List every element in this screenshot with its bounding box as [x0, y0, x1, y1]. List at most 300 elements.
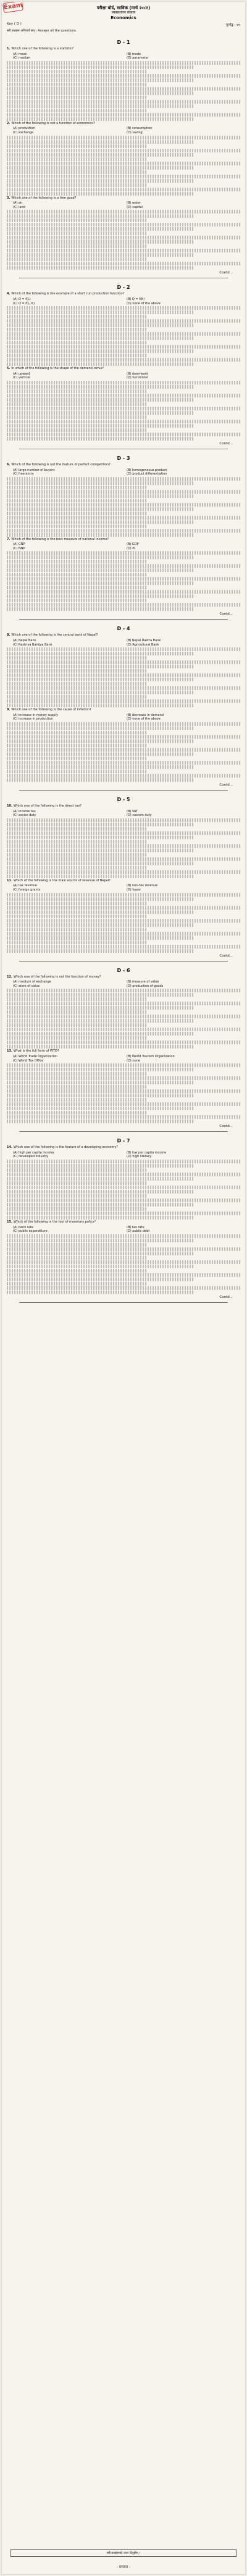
divider — [19, 619, 228, 620]
option: (D) product differentiation — [127, 472, 167, 476]
text-line — [7, 157, 147, 161]
options — [7, 713, 240, 721]
text-line — [7, 1089, 240, 1093]
text-line — [7, 875, 193, 878]
text-line — [7, 765, 193, 769]
text-line — [7, 1290, 193, 1294]
text-line — [7, 402, 147, 406]
text-line — [7, 1006, 193, 1010]
option: (D) PI — [127, 546, 135, 551]
text-line — [7, 170, 147, 174]
text-line — [7, 849, 193, 852]
option: (B) low per capita income — [127, 1150, 167, 1155]
continued-label: Contd... — [219, 612, 233, 617]
option: (C) free entry — [13, 472, 34, 476]
text-line — [7, 691, 193, 694]
option: (D) none — [127, 1058, 140, 1063]
text-line — [7, 902, 147, 905]
question-text: In which of the following is the shape of the demand curve? — [11, 367, 104, 371]
text-line — [7, 503, 240, 507]
text-line — [7, 893, 240, 897]
options — [7, 1055, 240, 1063]
section-title: D - 2 — [117, 285, 130, 291]
text-line — [7, 1260, 240, 1264]
option: (D) high literacy — [127, 1155, 152, 1159]
text-line — [7, 192, 193, 196]
text-line — [7, 1186, 240, 1189]
options — [7, 201, 240, 209]
full-marks: पूर्णाङ्क : ४० — [225, 23, 240, 27]
text-line — [7, 699, 240, 703]
section-title: D - 1 — [117, 39, 130, 45]
question-number: 11. — [7, 878, 12, 883]
text-line — [7, 586, 147, 589]
text-line — [7, 78, 193, 82]
options — [7, 127, 240, 135]
text-line — [7, 590, 240, 594]
text-line — [7, 919, 240, 923]
text-line — [7, 555, 193, 559]
text-line — [7, 1111, 147, 1115]
text-line — [7, 266, 193, 270]
option: (A) high per capita income — [13, 1150, 54, 1155]
text-line — [7, 1177, 193, 1181]
text-line — [7, 236, 240, 239]
text-line — [7, 407, 240, 410]
option: (A) mean — [13, 52, 28, 56]
exam-stamp: Exam — [2, 2, 23, 13]
option: (B) measure of value — [127, 980, 159, 984]
text-line — [7, 507, 193, 511]
text-line — [7, 731, 147, 734]
option: (B) homogeneous product — [127, 468, 167, 472]
text-line — [7, 96, 147, 99]
text-line — [7, 244, 147, 248]
continued-label: Contd... — [219, 271, 233, 275]
section-title: D - 7 — [117, 1138, 130, 1144]
option: (A) upward — [13, 372, 30, 376]
option: (C) Rastriya Banijya Bank — [13, 642, 52, 647]
text-line — [7, 249, 240, 252]
text-line — [7, 757, 147, 760]
text-line — [7, 253, 193, 257]
text-line — [7, 1015, 240, 1018]
question-text: Which one of the following is not the function of money? — [13, 974, 101, 979]
section-4 — [2, 626, 245, 791]
text-line — [7, 136, 240, 139]
option: (C) land — [13, 205, 25, 209]
text-line — [7, 752, 193, 756]
text-line — [7, 104, 193, 108]
text-line — [7, 227, 193, 231]
option: (D) Agricultural Bank — [127, 642, 159, 647]
text-line — [7, 490, 240, 494]
question-text: Which one of the following is a free good? — [11, 196, 77, 200]
options — [7, 1151, 240, 1159]
option: (C) store of value — [13, 984, 40, 988]
option: (C) excise duty — [13, 813, 36, 818]
text-line — [7, 1190, 193, 1194]
text-line — [7, 1094, 193, 1097]
text-line — [7, 1168, 147, 1172]
option: (A) GNP — [13, 542, 25, 547]
text-line — [7, 477, 240, 481]
text-line — [7, 394, 240, 397]
text-line — [7, 573, 147, 576]
section-title: D - 6 — [117, 967, 130, 973]
text-line — [7, 1160, 240, 1163]
text-line — [7, 481, 193, 485]
option: (B) non-tax revenue — [127, 884, 158, 888]
question-number: 15. — [7, 1219, 12, 1224]
option: (C) median — [13, 56, 30, 60]
option: (A) World Trade Organization — [13, 1054, 58, 1058]
text-line — [7, 735, 240, 739]
question-number: 3. — [7, 196, 10, 200]
header-subject: Economics — [111, 15, 136, 20]
text-line — [7, 1041, 240, 1044]
text-line — [7, 1120, 193, 1123]
question-number: 8. — [7, 633, 10, 638]
text-line — [7, 415, 147, 419]
text-line — [7, 1045, 193, 1049]
question — [7, 463, 240, 467]
text-line — [7, 932, 240, 936]
text-line — [7, 744, 147, 747]
option: (B) mode — [127, 52, 141, 56]
text-line — [7, 257, 147, 261]
question — [7, 1049, 240, 1053]
text-line — [7, 1256, 147, 1260]
question-text: Which one of the following is the direct tax? — [13, 804, 82, 808]
text-line — [7, 1239, 193, 1242]
option: (D) custom duty — [127, 813, 152, 818]
text-line — [7, 551, 240, 555]
option: (B) World Tourism Organization — [127, 1054, 175, 1058]
question-number: 9. — [7, 708, 10, 712]
section-title: D - 4 — [117, 626, 130, 632]
text-line — [7, 65, 193, 69]
option: (C) World Tax Office — [13, 1058, 44, 1063]
text-line — [7, 424, 193, 428]
question — [7, 196, 240, 201]
section-6 — [2, 968, 245, 1132]
text-line — [7, 319, 240, 323]
text-line — [7, 166, 193, 170]
text-line — [7, 398, 193, 402]
option: (D) none of the above — [127, 717, 161, 721]
option: (C) NNP — [13, 546, 25, 551]
text-line — [7, 581, 193, 585]
text-line — [7, 411, 193, 415]
text-line — [7, 915, 147, 918]
question — [7, 804, 240, 808]
text-line — [7, 525, 147, 528]
text-line — [7, 726, 193, 730]
option: (B) Nepal Rastra Bank — [127, 639, 161, 643]
text-line — [7, 385, 193, 389]
text-line — [7, 853, 147, 857]
text-line — [7, 656, 147, 660]
text-line — [7, 866, 147, 870]
text-line — [7, 512, 147, 515]
text-line — [7, 989, 240, 992]
options — [7, 52, 240, 60]
text-line — [7, 231, 147, 235]
options — [7, 542, 240, 551]
text-line — [7, 1115, 240, 1119]
text-line — [7, 437, 193, 441]
question-number: 2. — [7, 121, 10, 125]
option: (A) production — [13, 127, 35, 131]
text-line — [7, 1081, 193, 1084]
question-number: 7. — [7, 537, 10, 541]
question-text: Which of the following is the best measure of national income? — [11, 537, 109, 541]
continued-label: Contd... — [219, 441, 233, 446]
page-footer: - समाप्त - — [116, 2565, 131, 2569]
options — [7, 884, 240, 892]
text-line — [7, 836, 193, 839]
option: (B) consumption — [127, 127, 153, 131]
text-line — [7, 870, 240, 874]
text-line — [7, 389, 147, 393]
text-line — [7, 778, 193, 782]
text-line — [7, 214, 193, 218]
divider — [19, 1302, 228, 1303]
option: (B) downward — [127, 372, 148, 376]
section-7 — [2, 1138, 245, 1303]
question-number: 6. — [7, 462, 10, 467]
option: (B) GDP — [127, 542, 139, 547]
text-line — [7, 1234, 240, 1238]
text-line — [7, 1164, 193, 1168]
header-line-1: परीक्षा बोर्ड, साविक (मार्च २०८१) — [96, 6, 151, 10]
question-number: 13. — [7, 1049, 12, 1053]
text-line — [7, 91, 193, 95]
options — [7, 810, 240, 818]
option: (A) medium of exchange — [13, 980, 51, 984]
question — [7, 1145, 240, 1150]
text-line — [7, 183, 147, 187]
question-text: Which of the following is not the feature of perfect competition? — [11, 462, 111, 467]
text-line — [7, 70, 147, 73]
option: (A) tax revenue — [13, 884, 37, 888]
text-line — [7, 140, 193, 144]
text-line — [7, 923, 193, 927]
text-line — [7, 686, 240, 690]
continued-label: Contd... — [219, 1124, 233, 1129]
text-line — [7, 844, 240, 848]
text-line — [7, 906, 240, 910]
text-line — [7, 310, 193, 314]
text-line — [7, 949, 193, 953]
text-line — [7, 162, 240, 165]
options — [7, 372, 240, 380]
section-title: D - 5 — [117, 797, 130, 803]
header-line-2: व्यवस्थापन संकाय — [111, 10, 136, 15]
text-line — [7, 722, 240, 726]
question — [7, 292, 240, 296]
text-line — [7, 345, 240, 349]
text-line — [7, 1019, 193, 1023]
text-line — [7, 428, 147, 432]
question — [7, 633, 240, 638]
text-line — [7, 499, 147, 502]
paper-meta — [2, 20, 245, 27]
text-line — [7, 433, 240, 436]
divider — [19, 1131, 228, 1132]
text-line — [7, 862, 193, 865]
option: (A) air — [13, 201, 23, 206]
option: (D) public debt — [127, 1229, 150, 1234]
text-line — [7, 594, 193, 598]
option: (D) horizontal — [127, 376, 148, 380]
option: (A) bank rate — [13, 1225, 33, 1229]
text-line — [7, 486, 147, 489]
option: (B) decrease in demand — [127, 713, 164, 717]
text-line — [7, 341, 147, 344]
text-line — [7, 564, 240, 568]
options — [7, 980, 240, 988]
text-line — [7, 83, 147, 86]
text-line — [7, 997, 147, 1001]
option: (D) loans — [127, 888, 141, 892]
text-line — [7, 652, 193, 655]
text-line — [7, 1085, 147, 1089]
text-line — [7, 682, 147, 686]
text-line — [7, 857, 240, 861]
text-line — [7, 1203, 193, 1207]
divider — [19, 961, 228, 962]
text-line — [7, 774, 240, 778]
options — [7, 468, 240, 476]
option: (A) Q = f(L) — [13, 297, 31, 301]
text-line — [7, 144, 147, 148]
question-text: Which one of the following is a statistic? — [11, 47, 74, 51]
text-line — [7, 210, 240, 214]
text-line — [7, 669, 147, 673]
text-line — [7, 1282, 147, 1286]
options — [7, 297, 240, 305]
text-line — [7, 568, 193, 572]
text-line — [7, 533, 193, 537]
text-line — [7, 109, 147, 112]
option: (D) capital — [127, 205, 143, 209]
text-line — [7, 1273, 240, 1277]
option: (D) parameter — [127, 56, 149, 60]
text-line — [7, 1247, 240, 1251]
paper-header — [2, 2, 245, 20]
text-line — [7, 897, 193, 901]
option: (D) production of goods — [127, 984, 164, 988]
text-line — [7, 336, 193, 340]
option: (B) tax rate — [127, 1225, 144, 1229]
section-3 — [2, 455, 245, 620]
text-line — [7, 1076, 240, 1080]
text-line — [7, 362, 193, 366]
text-line — [7, 188, 240, 191]
text-line — [7, 945, 240, 949]
continued-label: Contd... — [219, 954, 233, 958]
option: (A) income tax — [13, 809, 36, 813]
question — [7, 538, 240, 542]
question — [7, 879, 240, 883]
instructions: सबै प्रश्नहरू अनिवार्य छन् । Answer all the questions. — [7, 29, 77, 33]
question-number: 1. — [7, 47, 10, 51]
text-line — [7, 936, 193, 940]
option: (C) vertical — [13, 376, 30, 380]
question-text: Which of the following is the main source of revenue of Nepal? — [13, 878, 111, 883]
text-line — [7, 993, 193, 997]
question — [7, 367, 240, 371]
text-line — [7, 818, 240, 822]
text-line — [7, 770, 147, 773]
text-line — [7, 1286, 240, 1290]
text-line — [7, 240, 193, 244]
text-line — [7, 673, 240, 677]
text-line — [7, 1102, 240, 1106]
text-line — [7, 323, 193, 327]
text-line — [7, 218, 147, 222]
option: (A) increase in money supply — [13, 713, 58, 717]
question-text: Which of the following is the tool of monetary policy? — [13, 1219, 96, 1224]
question — [7, 47, 240, 51]
text-line — [7, 113, 240, 117]
text-line — [7, 1207, 147, 1211]
text-line — [7, 87, 240, 91]
text-line — [7, 695, 147, 699]
text-line — [7, 823, 193, 826]
footer-note: सबै प्रश्नहरूको उत्तर दिनुहोस् । — [10, 2549, 237, 2557]
text-line — [7, 1098, 147, 1102]
text-line — [7, 262, 240, 265]
question-text: What is the full form of WTO? — [13, 1049, 59, 1053]
text-line — [7, 61, 240, 65]
text-line — [7, 1072, 147, 1076]
text-line — [7, 332, 240, 336]
text-line — [7, 827, 147, 831]
text-line — [7, 910, 193, 914]
text-line — [7, 1265, 193, 1268]
text-line — [7, 349, 193, 353]
continued-label: Contd... — [219, 783, 233, 787]
option: (C) developed industry — [13, 1155, 49, 1159]
text-line — [7, 560, 147, 563]
text-line — [7, 1002, 240, 1005]
question — [7, 1220, 240, 1224]
text-line — [7, 1216, 193, 1219]
question-text: Which one of the following is the central bank of Nepal? — [11, 633, 98, 638]
option: (C) Q = f(L, K) — [13, 301, 35, 305]
text-line — [7, 420, 240, 423]
text-line — [7, 739, 193, 743]
text-line — [7, 1278, 193, 1281]
text-line — [7, 358, 240, 362]
option: (C) foreign grants — [13, 888, 41, 892]
text-line — [7, 117, 193, 121]
section-5 — [2, 797, 245, 962]
section-2 — [2, 285, 245, 449]
text-line — [7, 1243, 147, 1247]
question-number: 10. — [7, 804, 12, 808]
divider — [19, 790, 228, 791]
question-text: Which of the following is not a function of economics? — [11, 121, 95, 125]
text-line — [7, 149, 240, 152]
text-line — [7, 516, 240, 520]
text-line — [7, 153, 193, 157]
continued-label: Contd... — [219, 1295, 233, 1299]
question — [7, 122, 240, 126]
